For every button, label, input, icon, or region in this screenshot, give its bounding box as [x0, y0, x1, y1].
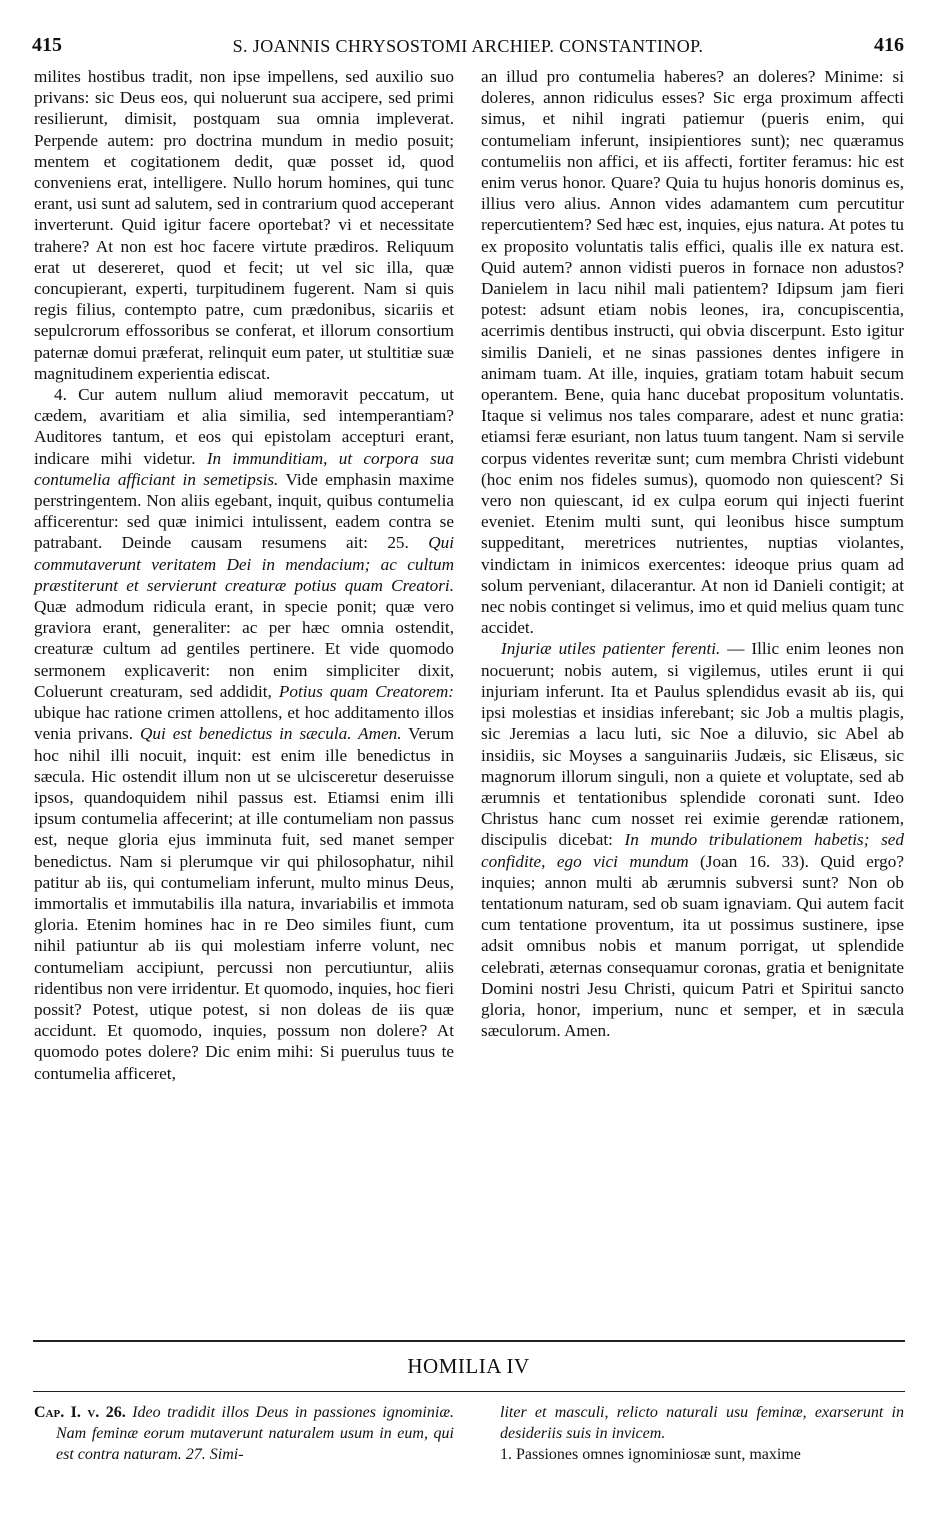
italic-text-run: Ideo tradidit illos Deus in passiones ignominiæ. Nam feminæ eorum mutaverunt naturalem usum in eum, qui est contra naturam. 27. Simi-	[56, 1404, 454, 1463]
footnote-left	[34, 1402, 454, 1465]
text-run: Cap. I. v. 26.	[34, 1404, 126, 1421]
paragraph	[481, 638, 904, 1041]
text-run: milites hostibus tradit, non ipse impellens, sed auxilio suo privans: sic Deus eos, qui noluerunt sua accipere, sed primi resilierunt, dimisit, postquam sua omnia impleverat. Perpende autem: pro doctrina mundum in medio posuit; mentem et cogitationem dedit, quæ posset id, quod conveniens erat, intelligere. Nullo horum homines, qui tunc erant, usi sunt ad salutem, sed in contrarium quod acceperant inverterunt. Quid igitur facere oportebat? vi et necessitate trahere? At non est hoc facere virtute prædiros. Reliquum erat ut desereret, quod et fecit; ut vel sic illa, quæ concupierant, experti, turpitudinem fugerent. Nam si quis regis filius, contempto patre, cum prædonibus, sicariis et sepulcrorum effossoribus se conferat, et illorum consortium paternæ domui præferat, relinquit eum pater, ut stultitiæ suæ magnitudinem experientia ediscat.	[34, 67, 454, 383]
italic-text-run: Potius quam Creatorem:	[278, 681, 454, 701]
left-text-column	[34, 66, 454, 1084]
text-run: Quæ admodum ridicula erant, in specie ponit; quæ vero graviora erant, generaliter: ac per hæc omnia ostendit, creaturæ cultum ad gentiles pertinere. Et vide quomodo sermonem explicaverit: non enim simpliciter dixit, Coluerunt creaturam, sed addidit,	[34, 597, 454, 701]
text-run: ubique hac ratione crimen attollens, et hoc additamento illos venia privans.	[34, 703, 454, 744]
page-number-left: 415	[32, 34, 62, 56]
section-divider-rule	[33, 1340, 905, 1342]
text-run: Vide emphasin maxime perstringentem. Non aliis egebant, inquit, quibus contumelia afficerentur: sed quæ inimici intulissent, eadem contra se patrabant. Deinde causam resumens ait: 25.	[34, 469, 454, 553]
italic-text-run: In mundo tribulationem habetis; sed confidite, ego vici mundum	[481, 830, 904, 871]
italic-text-run: Qui commutaverunt veritatem Dei in mendacium; ac cultum præstiterunt et servierunt creaturæ potius quam Creatori.	[34, 533, 454, 595]
italic-text-run: Injuriæ utiles patienter ferenti.	[501, 639, 721, 659]
running-header	[32, 34, 904, 60]
right-text-column	[481, 66, 904, 1041]
text-run: (Joan 16. 33). Quid ergo? inquies; annon multi ab ærumnis subversi sunt? Non ob tentationum naturam, sed ob suam ignaviam. Qui autem facit cum tentatione proventum, ita ut possimus sustinere, ipse adsit omnibus nobis et manum porrigat, ut splendide celebrati, æternas consequamur coronas, gratia et benignitate Domini nostri Jesu Christi, quicum Patri et Spiritui sancto gloria, honor, imperium, nunc et semper, et in sæcula sæculorum. Amen.	[481, 851, 904, 1041]
text-run: 1. Passiones omnes ignominiosæ sunt, maxime	[500, 1446, 801, 1463]
homily-title: HOMILIA IV	[407, 1354, 530, 1378]
text-run: an illud pro contumelia haberes? an doleres? Minime: si doleres, annon ridiculus esses? Sic erga proximum affecti simus, et nihil ingrati patiemur (pueris enim, qui contumeliam inferunt, insipientiores sunt); nec quæramus contumeliis non affici, et iis affecti, fortiter feramus: hic est enim verus honor. Quare? Quia tu hujus honoris dominus es, illius vero alius. Annon vides adamantem cum percutitur repercutientem? Sed hæc est, inquies, ejus natura. At potes tu ex proposito voluntatis talis effici, qualis ille ex natura est. Quid autem? annon vidisti pueros in fornace non adustos? Danielem in lacu nihil mali patientem? Idipsum jam fieri potest: adsunt etiam nobis leones, ira, concupiscentia, acerrimis dentibus instructi, qui obvia discerpunt. Esto igitur similis Danieli, et ne sinas passiones dentes infigere in animam tuam. At ille, inquies, gratiam totam habuit secum operantem. Bene, quia hanc ducebat propositum voluntatis. Itaque si velimus nos tales comparare, adest et nunc gratia: etiamsi feræ esuriant, non latus tuum tangent. Nam si servile corpus videntes reveritæ sunt; cum membra Christi videbunt (hoc enim nos fideles sumus), quomodo non quiescent? Si vero non quiescant, id ex culpa eorum qui injecti fuerint eveniet. Etenim multi sunt, qui leonibus hisce sumptum suppeditant, meretrices nutrientes, nuptias violantes, vindictam in inimicos exercentes: ideoque prius quam ad solum perveniant, dilacerantur. At non id Danieli contigit; at nec nobis continget si velimus, imo et quid melius quam tunc accidet.	[481, 67, 904, 638]
paragraph	[34, 66, 454, 384]
italic-text-run: Qui est benedictus in sæcula. Amen.	[139, 724, 402, 744]
text-run: — Illic enim leones non nocuerunt; nobis autem, si vigilemus, utiles erunt ii qui injuriam inferunt. Ita et Paulus splendidus evasit ab iis, qui ipsi molestias et insidias inferebant; sic Job a multis plagis, sic Jeremias a lacu luti, sic Noe a diluvio, sic Abel ab insidiis, sic Moyses a sanguinariis Judæis, sic Elisæus, sic magnorum illorum singuli, non a quiete et voluptate, sed ab ærumnis et tentationibus splendide coronati sunt. Ideo Christus hanc cum nosset rei eximie gerendæ rationem, discipulis dicebat:	[481, 639, 904, 850]
text-run: Verum hoc nihil illi nocuit, inquit: est enim ille benedictus in sæcula. Hic ostendit illum non ut se ulcisceretur deseruisse ipsos, quandoquidem nihil passus est. Etiamsi enim illi ipsum contumelia affecerint; at ille contumeliam non passus est, neque gloria ejus imminuta fuit, sed manet semper benedictus. Nam si plerumque vir qui philosophatur, nihil patitur ab iis, qui contumeliam inferunt, multo minus Deus, immortalis et immutabilis illa natura, invariabilis et immota gloria. Etenim homines hac in re Deo similes fiunt, cum nihil patiuntur ab iis qui molestiam inferre volunt, nec contumeliam accipiunt, percussi non percutiuntur, aliis ridentibus non vere irridentur. Et quomodo, inquies, hoc fieri possit? Potest, utique potest, si non doleas de iis quæ accidunt. Et quomodo, inquies, possum non dolere? At quomodo potes dolere? Dic enim mihi: Si puerulus tuus te contumelia afficeret,	[34, 724, 454, 1083]
page-number-right: 416	[874, 34, 904, 56]
text-run: 4. Cur autem nullum aliud memoravit peccatum, ut cædem, avaritiam et alia similia, sed intemperantiam? Auditores tantum, et eos qui epistolam accepturi erant, indicare mihi videtur.	[34, 385, 454, 468]
italic-text-run: liter et masculi, relicto naturali usu feminæ, exarserunt in desideriis suis in invicem.	[500, 1404, 904, 1442]
paragraph	[34, 384, 454, 1084]
footnote-paragraph	[34, 1402, 454, 1465]
footnote-right	[500, 1402, 904, 1465]
italic-text-run: In immunditiam, ut corpora sua contumelia afficiant in semetipsis.	[34, 448, 454, 489]
paragraph	[481, 66, 904, 638]
footnote-rule	[33, 1391, 905, 1392]
running-title: S. JOANNIS CHRYSOSTOMI ARCHIEP. CONSTANTINOP.	[232, 36, 704, 56]
